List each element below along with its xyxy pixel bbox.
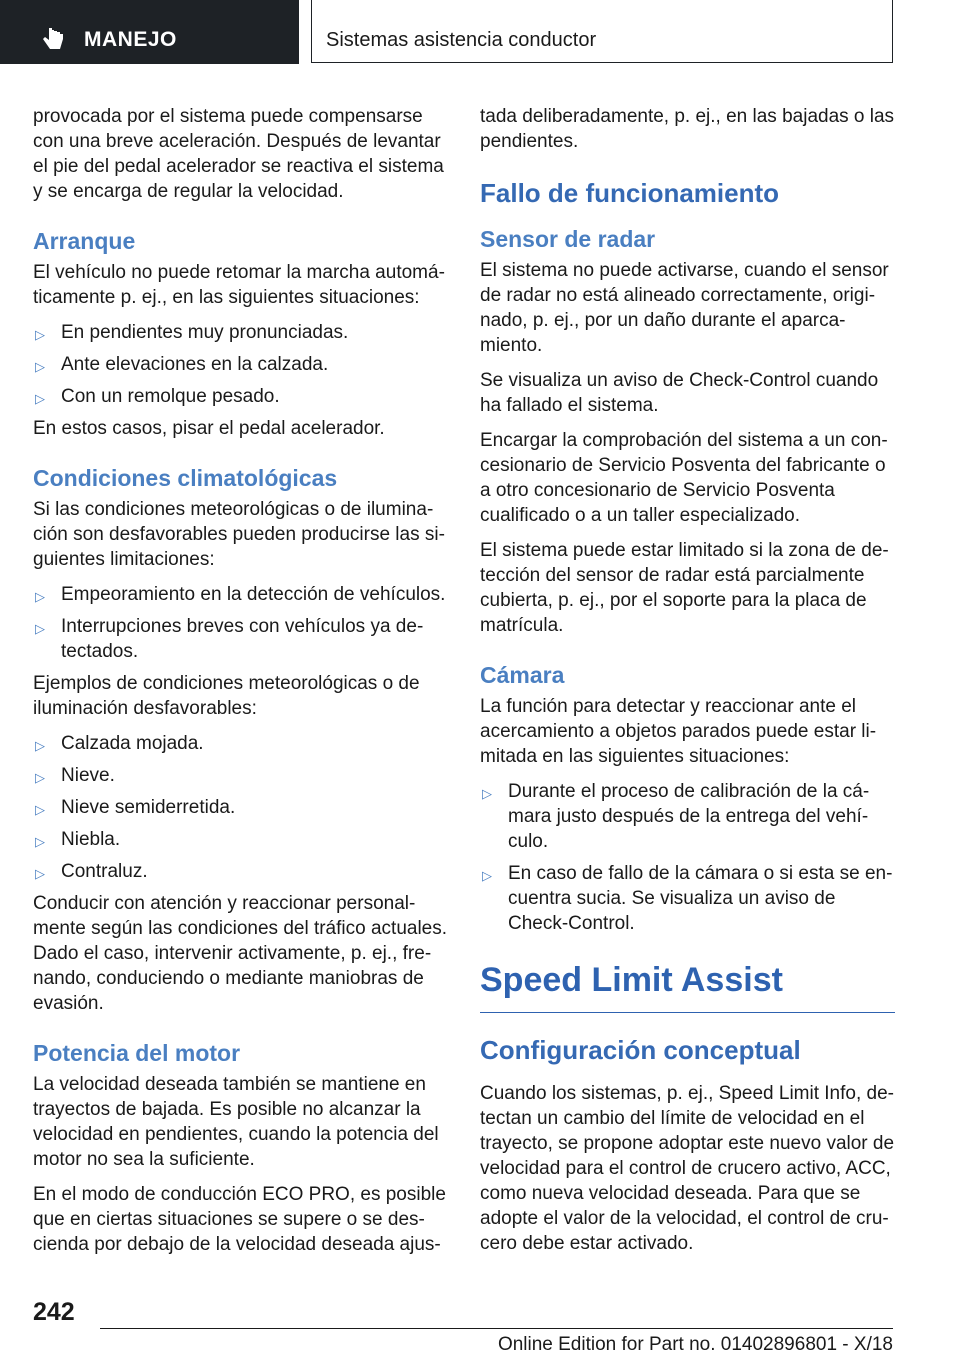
bullet-list — [33, 582, 448, 664]
paragraph: El vehículo no puede retomar la marcha automáticamente p. ej., en las siguientes situaciones: — [33, 262, 445, 308]
left-column — [33, 104, 448, 1267]
triangle-bullet-icon: ▷ — [482, 868, 492, 883]
triangle-bullet-icon: ▷ — [482, 786, 492, 801]
heading-potencia: Potencia del motor — [33, 1040, 241, 1066]
triangle-bullet-icon: ▷ — [35, 866, 45, 881]
paragraph: La función para detectar y reaccionar ante el acercamiento a objetos parados puede estar limitada en las siguientes situaciones: — [480, 696, 877, 767]
heading-clima: Condiciones climatológicas — [33, 465, 338, 491]
hand-pointer-icon — [40, 26, 66, 52]
paragraph: La velocidad deseada también se mantiene en trayectos de bajada. Es posible no alcanzar la velocidad en pendientes, cuando la potencia del motor no sea la suficiente. — [33, 1074, 439, 1170]
triangle-bullet-icon: ▷ — [35, 391, 45, 406]
header-chapter-tab[interactable] — [311, 0, 893, 63]
header-section-tab[interactable] — [0, 0, 299, 64]
section-camara — [480, 660, 895, 936]
section-potencia — [33, 1038, 448, 1257]
heading-radar: Sensor de radar — [480, 226, 656, 252]
section-fallo — [480, 176, 895, 638]
heading-fallo: Fallo de funcionamiento — [480, 178, 780, 208]
list-item: ▷ Con un remolque pesado. — [33, 384, 448, 409]
triangle-bullet-icon: ▷ — [35, 738, 45, 753]
list-item: ▷ Calzada mojada. — [33, 731, 448, 756]
list-item: ▷ Contraluz. — [33, 859, 448, 884]
list-item: ▷ Interrupciones breves con vehículos ya detectados. — [35, 616, 424, 662]
list-item: ▷ En caso de fallo de la cámara o si esta se encuentra sucia. Se visualiza un aviso de Check-Control. — [482, 863, 893, 934]
heading-speed-limit-assist: Speed Limit Assist — [480, 958, 895, 1013]
paragraph: Se visualiza un aviso de Check-Control cuando ha fallado el sistema. — [480, 370, 879, 416]
list-item: ▷ Niebla. — [33, 827, 448, 852]
edition-footer: Online Edition for Part no. 01402896801 - X/18 — [497, 1334, 893, 1355]
paragraph: provocada por el sistema puede compensarse con una breve aceleración. Después de levantar el pie del pedal acelerador se reactiva el sistema y se encarga de regular la velocidad. — [33, 106, 444, 202]
section-clima — [33, 463, 448, 1016]
paragraph: Conducir con atención y reaccionar personalmente según las condiciones del tráfico actuales. Dado el caso, intervenir activamente, p. ej., frenando, conduciendo o mediante maniobras de evasión. — [33, 893, 448, 1014]
heading-arranque: Arranque — [33, 228, 136, 254]
paragraph: tada deliberadamente, p. ej., en las bajadas o las pendientes. — [480, 106, 895, 152]
triangle-bullet-icon: ▷ — [35, 802, 45, 817]
triangle-bullet-icon: ▷ — [35, 327, 45, 342]
paragraph: El sistema puede estar limitado si la zona de detección del sensor de radar está parcialmente cubierta, p. ej., por el soporte para la placa de matrícula. — [480, 540, 889, 636]
triangle-bullet-icon: ▷ — [35, 834, 45, 849]
bullet-list — [33, 320, 448, 409]
heading-configuracion: Configuración conceptual — [480, 1035, 801, 1065]
list-item: ▷ Durante el proceso de calibración de la cámara justo después de la entrega del vehículo. — [482, 781, 870, 852]
triangle-bullet-icon: ▷ — [35, 621, 45, 636]
section-arranque — [33, 226, 448, 441]
paragraph: El sistema no puede activarse, cuando el sensor de radar no está alineado correctamente, originado, p. ej., por un daño durante el aparcamiento. — [480, 260, 889, 356]
paragraph: Ejemplos de condiciones meteorológicas o de iluminación desfavorables: — [33, 673, 420, 719]
heading-camara: Cámara — [480, 662, 565, 688]
section-title: MANEJO — [84, 28, 177, 51]
paragraph: Encargar la comprobación del sistema a un concesionario de Servicio Posventa del fabricante o a otro concesionario de Servicio Posventa cualificado o a un taller especializado. — [480, 430, 888, 526]
triangle-bullet-icon: ▷ — [35, 770, 45, 785]
bullet-list — [480, 779, 895, 936]
triangle-bullet-icon: ▷ — [35, 589, 45, 604]
list-item: ▷ Nieve semiderretida. — [33, 795, 448, 820]
paragraph: En el modo de conducción ECO PRO, es posible que en ciertas situaciones se supere o se descienda por debajo de la velocidad deseada ajus- — [33, 1184, 446, 1255]
triangle-bullet-icon: ▷ — [35, 359, 45, 374]
page-number: 242 — [33, 1298, 75, 1326]
chapter-title: Sistemas asistencia conductor — [326, 29, 597, 51]
list-item: ▷ Empeoramiento en la detección de vehículos. — [33, 582, 448, 607]
list-item: ▷ En pendientes muy pronunciadas. — [33, 320, 448, 345]
paragraph: En estos casos, pisar el pedal acelerador. — [33, 418, 385, 439]
paragraph: Cuando los sistemas, p. ej., Speed Limit Info, detectan un cambio del límite de velocidad en el trayecto, se propone adoptar este nuevo valor de velocidad para el control de crucero activo, ACC, como nueva velocidad deseada. Para que se adopte el valor de la velocidad, el control de crucero debe estar activado. — [480, 1083, 895, 1254]
right-column — [480, 104, 895, 1266]
footer-divider — [100, 1328, 893, 1329]
list-item: ▷ Ante elevaciones en la calzada. — [33, 352, 448, 377]
section-speed-limit — [480, 958, 895, 1256]
paragraph: Si las condiciones meteorológicas o de iluminación son desfavorables pueden producirse las siguientes limitaciones: — [33, 499, 445, 570]
bullet-list — [33, 731, 448, 884]
list-item: ▷ Nieve. — [33, 763, 448, 788]
